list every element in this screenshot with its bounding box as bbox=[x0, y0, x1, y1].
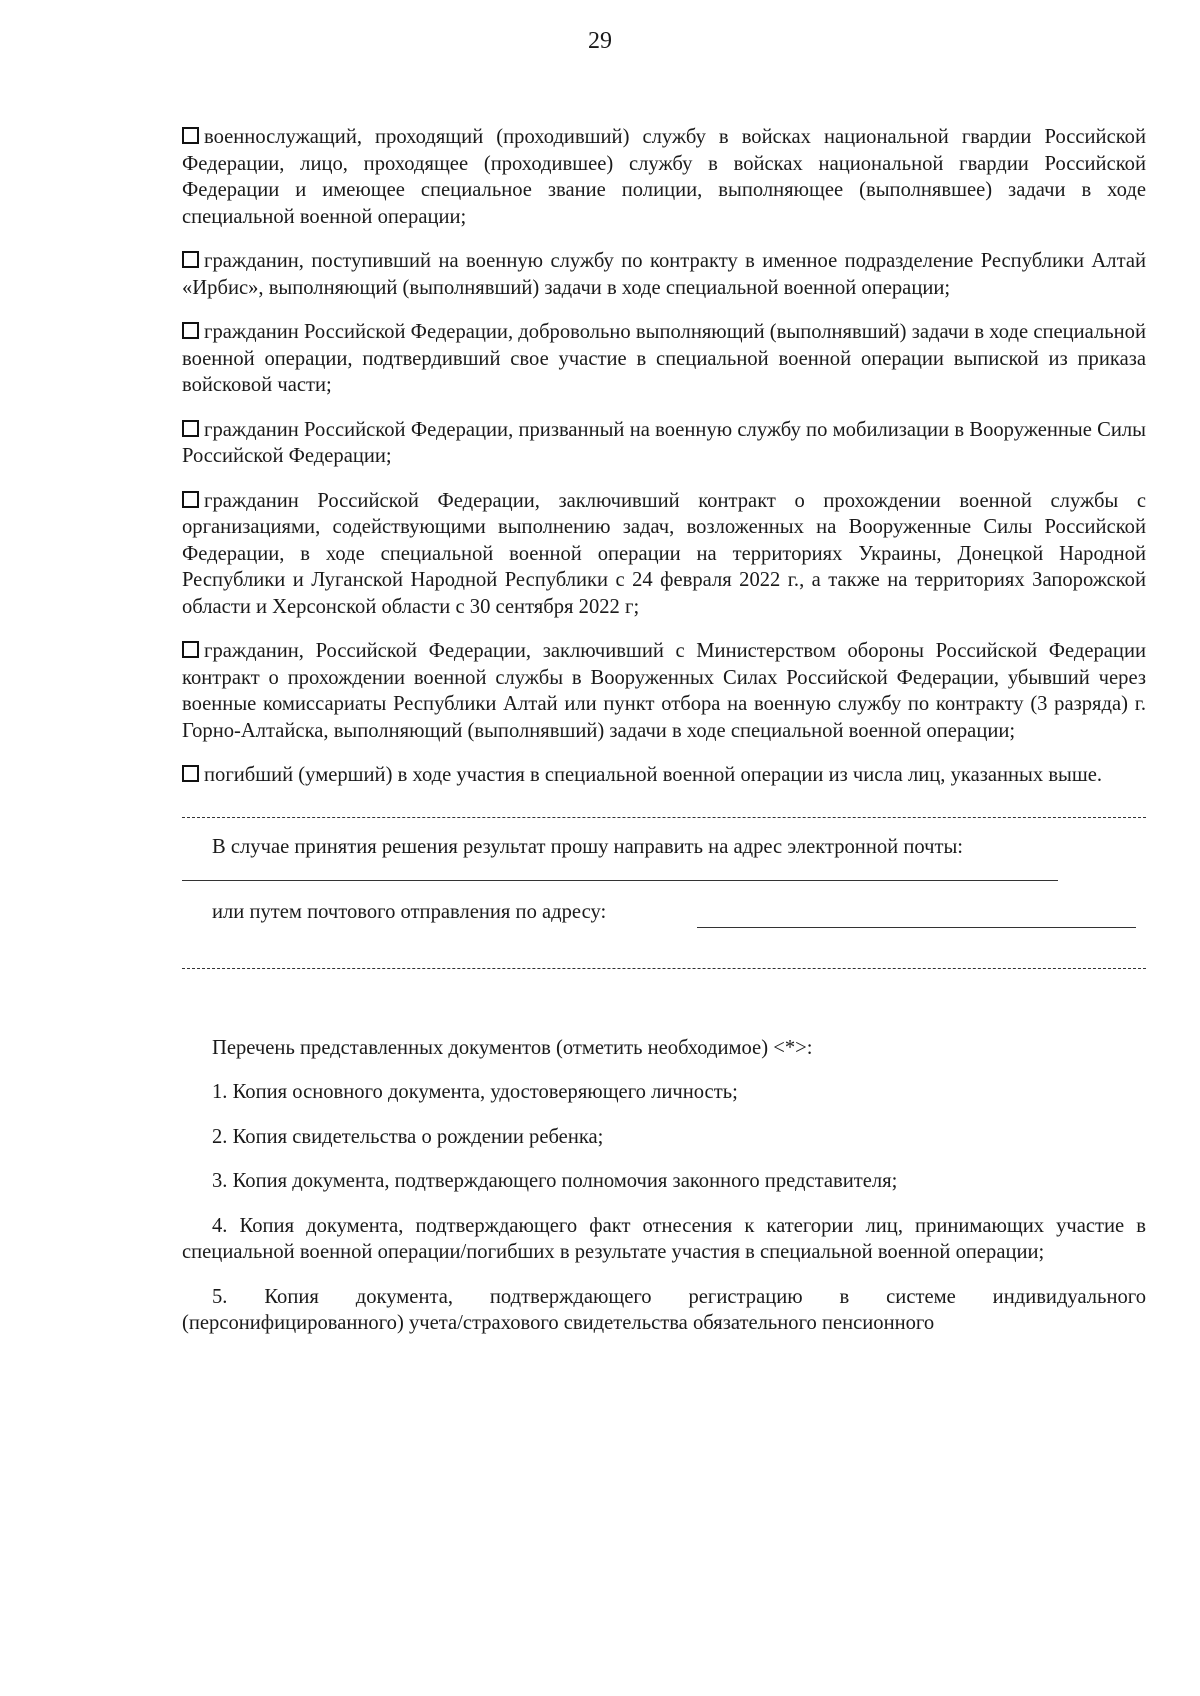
category-option[interactable] bbox=[182, 638, 1146, 744]
category-label: погибший (умерший) в ходе участия в специальной военной операции из числа лиц, указанных выше. bbox=[204, 764, 1103, 786]
category-label: гражданин, поступивший на военную службу по контракту в именное подразделение Республики Алтай «Ирбис», выполняющий (выполнявший) задачи в ходе специальной военной операции; bbox=[182, 250, 1146, 299]
category-option[interactable] bbox=[182, 124, 1146, 230]
checkbox-icon[interactable] bbox=[182, 127, 199, 144]
postal-address-field[interactable] bbox=[697, 927, 1136, 928]
document-item[interactable]: 3. Копия документа, подтверждающего полномочия законного представителя; bbox=[212, 1170, 898, 1192]
checkbox-icon[interactable] bbox=[182, 322, 199, 339]
category-option[interactable] bbox=[182, 319, 1146, 399]
category-option[interactable] bbox=[182, 248, 1146, 301]
document-item[interactable]: 4. Копия документа, подтверждающего факт отнесения к категории лиц, принимающих участие в специальной военной операции/погибших в результате участия в специальной военной операции; bbox=[182, 1214, 1146, 1263]
category-option[interactable] bbox=[182, 488, 1146, 621]
category-label: гражданин, Российской Федерации, заключивший с Министерством обороны Российской Федерации контракт о прохождении военной службы в Вооруженных Силах Российской Федерации, убывший через военные комиссариаты Республики Алтай или пункт отбора на военную службу по контракту (3 разряда) г. Горно-Алтайска, выполняющий (выполнявший) задачи в ходе специальной военной операции; bbox=[182, 640, 1146, 742]
checkbox-icon[interactable] bbox=[182, 491, 199, 508]
section-divider bbox=[182, 817, 1146, 818]
document-item[interactable]: 1. Копия основного документа, удостоверяющего личность; bbox=[212, 1081, 738, 1103]
documents-heading: Перечень представленных документов (отметить необходимое) <*>: bbox=[212, 1036, 813, 1059]
checkbox-icon[interactable] bbox=[182, 765, 199, 782]
page-number: 29 bbox=[588, 28, 612, 54]
post-delivery-label: или путем почтового отправления по адресу: bbox=[212, 901, 607, 923]
checkbox-icon[interactable] bbox=[182, 420, 199, 437]
form-content bbox=[182, 124, 1146, 1355]
post-delivery-row bbox=[182, 899, 1146, 926]
category-label: гражданин Российской Федерации, заключивший контракт о прохождении военной службы с организациями, содействующими выполнению задач, возложенных на Вооруженные Силы Российской Федерации, в ходе специальной военной операции на территориях Украины, Донецкой Народной Республики и Луганской Народной Республики с 24 февраля 2022 г., а также на территориях Запорожской области и Херсонской области с 30 сентября 2022 г; bbox=[182, 489, 1146, 618]
checkbox-icon[interactable] bbox=[182, 641, 199, 658]
email-delivery-label: В случае принятия решения результат прошу направить на адрес электронной почты: bbox=[212, 835, 964, 858]
category-label: гражданин Российской Федерации, добровольно выполняющий (выполнявший) задачи в ходе специальной военной операции, подтвердивший свое участие в специальной военной операции выпиской из приказа войсковой части; bbox=[182, 321, 1146, 396]
email-address-field[interactable] bbox=[182, 880, 1058, 881]
checkbox-icon[interactable] bbox=[182, 251, 199, 268]
category-label: гражданин Российской Федерации, призванный на военную службу по мобилизации в Вооруженные Силы Российской Федерации; bbox=[182, 418, 1146, 467]
category-label: военнослужащий, проходящий (проходивший) службу в войсках национальной гвардии Российской Федерации, лицо, проходящее (проходившее) службу в войсках национальной гвардии Российской Федерации и имеющее специальное звание полиции, выполняющее (выполнявшее) задачи в ходе специальной военной операции; bbox=[182, 126, 1146, 228]
document-item[interactable]: 5. Копия документа, подтверждающего регистрацию в системе индивидуального (персонифицированного) учета/страхового свидетельства обязательного пенсионного bbox=[182, 1285, 1146, 1334]
document-item[interactable]: 2. Копия свидетельства о рождении ребенка; bbox=[212, 1125, 604, 1148]
category-option[interactable] bbox=[182, 762, 1146, 789]
postal-address-line[interactable] bbox=[182, 968, 1146, 969]
category-option[interactable] bbox=[182, 417, 1146, 470]
